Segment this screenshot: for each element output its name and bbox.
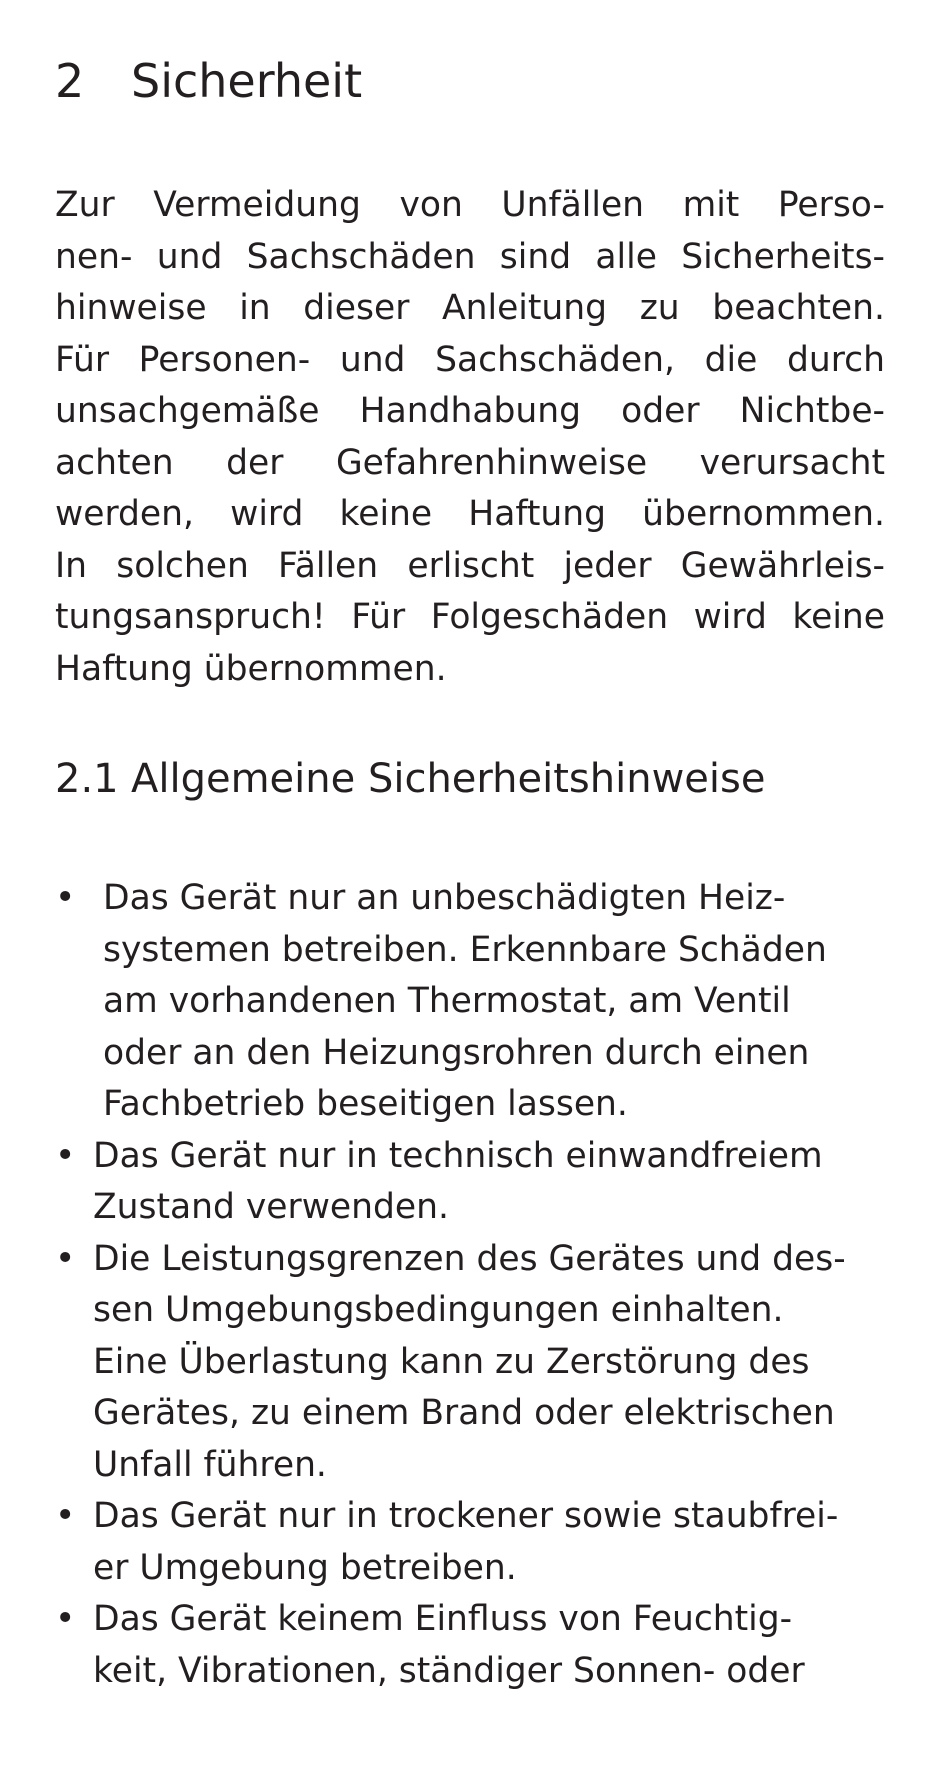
safety-bullet-list xyxy=(55,873,890,1697)
intro-line: In solchen Fällen erlischt jeder Gewährleis- xyxy=(55,545,885,586)
intro-line: hinweise in dieser Anleitung zu beachten. xyxy=(55,288,885,328)
bullet-line: am vorhandenen Thermostat, am Ventil xyxy=(103,981,791,1021)
intro-line: Haftung übernommen. xyxy=(55,648,447,689)
bullet-line: systemen betreiben. Erkennbare Schäden xyxy=(103,929,827,970)
section-number: 2 xyxy=(55,54,85,108)
bullet-line: Das Gerät nur in trockener sowie staubfrei- xyxy=(93,1496,839,1536)
bullet-line: Die Leistungsgrenzen des Gerätes und des- xyxy=(93,1238,846,1279)
bullet-item xyxy=(55,1491,890,1594)
bullet-line: Fachbetrieb beseitigen lassen. xyxy=(103,1084,628,1124)
bullet-item xyxy=(55,873,890,1131)
bullet-icon: • xyxy=(55,878,76,918)
intro-line: unsachgemäße Handhabung oder Nichtbe- xyxy=(55,391,885,431)
intro-paragraph xyxy=(55,180,885,695)
bullet-icon: • xyxy=(55,1135,76,1176)
bullet-item xyxy=(55,1594,890,1697)
bullet-line: Das Gerät nur in technisch einwandfreiem xyxy=(93,1135,823,1176)
bullet-line: er Umgebung betreiben. xyxy=(93,1547,517,1588)
subsection-heading xyxy=(55,750,765,808)
bullet-line: sen Umgebungsbedingungen einhalten. xyxy=(93,1290,784,1330)
bullet-icon: • xyxy=(55,1238,76,1279)
bullet-item xyxy=(55,1131,890,1234)
subsection-number: 2.1 xyxy=(55,756,119,802)
section-heading xyxy=(55,50,362,112)
bullet-icon: • xyxy=(55,1599,76,1639)
bullet-line: Unfall führen. xyxy=(93,1444,327,1485)
intro-line: nen- und Sachschäden sind alle Sicherheits- xyxy=(55,236,885,277)
intro-line: Für Personen- und Sachschäden, die durch xyxy=(55,339,885,380)
subsection-title: Allgemeine Sicherheitshinweise xyxy=(131,756,766,802)
intro-line: werden, wird keine Haftung übernommen. xyxy=(55,494,885,534)
section-title: Sicherheit xyxy=(131,54,363,108)
intro-line: achten der Gefahrenhinweise verursacht xyxy=(55,442,885,483)
bullet-line: oder an den Heizungsrohren durch einen xyxy=(103,1032,810,1073)
intro-line: Zur Vermeidung von Unfällen mit Perso- xyxy=(55,185,885,225)
bullet-item xyxy=(55,1234,890,1492)
bullet-line: Das Gerät nur an unbeschädigten Heiz- xyxy=(103,878,786,918)
bullet-line: keit, Vibrationen, ständiger Sonnen- oder xyxy=(93,1650,805,1691)
bullet-line: Zustand verwenden. xyxy=(93,1187,449,1227)
bullet-line: Eine Überlastung kann zu Zerstörung des xyxy=(93,1341,810,1382)
bullet-line: Gerätes, zu einem Brand oder elektrischen xyxy=(93,1393,835,1433)
bullet-icon: • xyxy=(55,1496,76,1536)
bullet-line: Das Gerät keinem Einfluss von Feuchtig- xyxy=(93,1599,793,1639)
intro-line: tungsanspruch! Für Folgeschäden wird keine xyxy=(55,597,885,637)
